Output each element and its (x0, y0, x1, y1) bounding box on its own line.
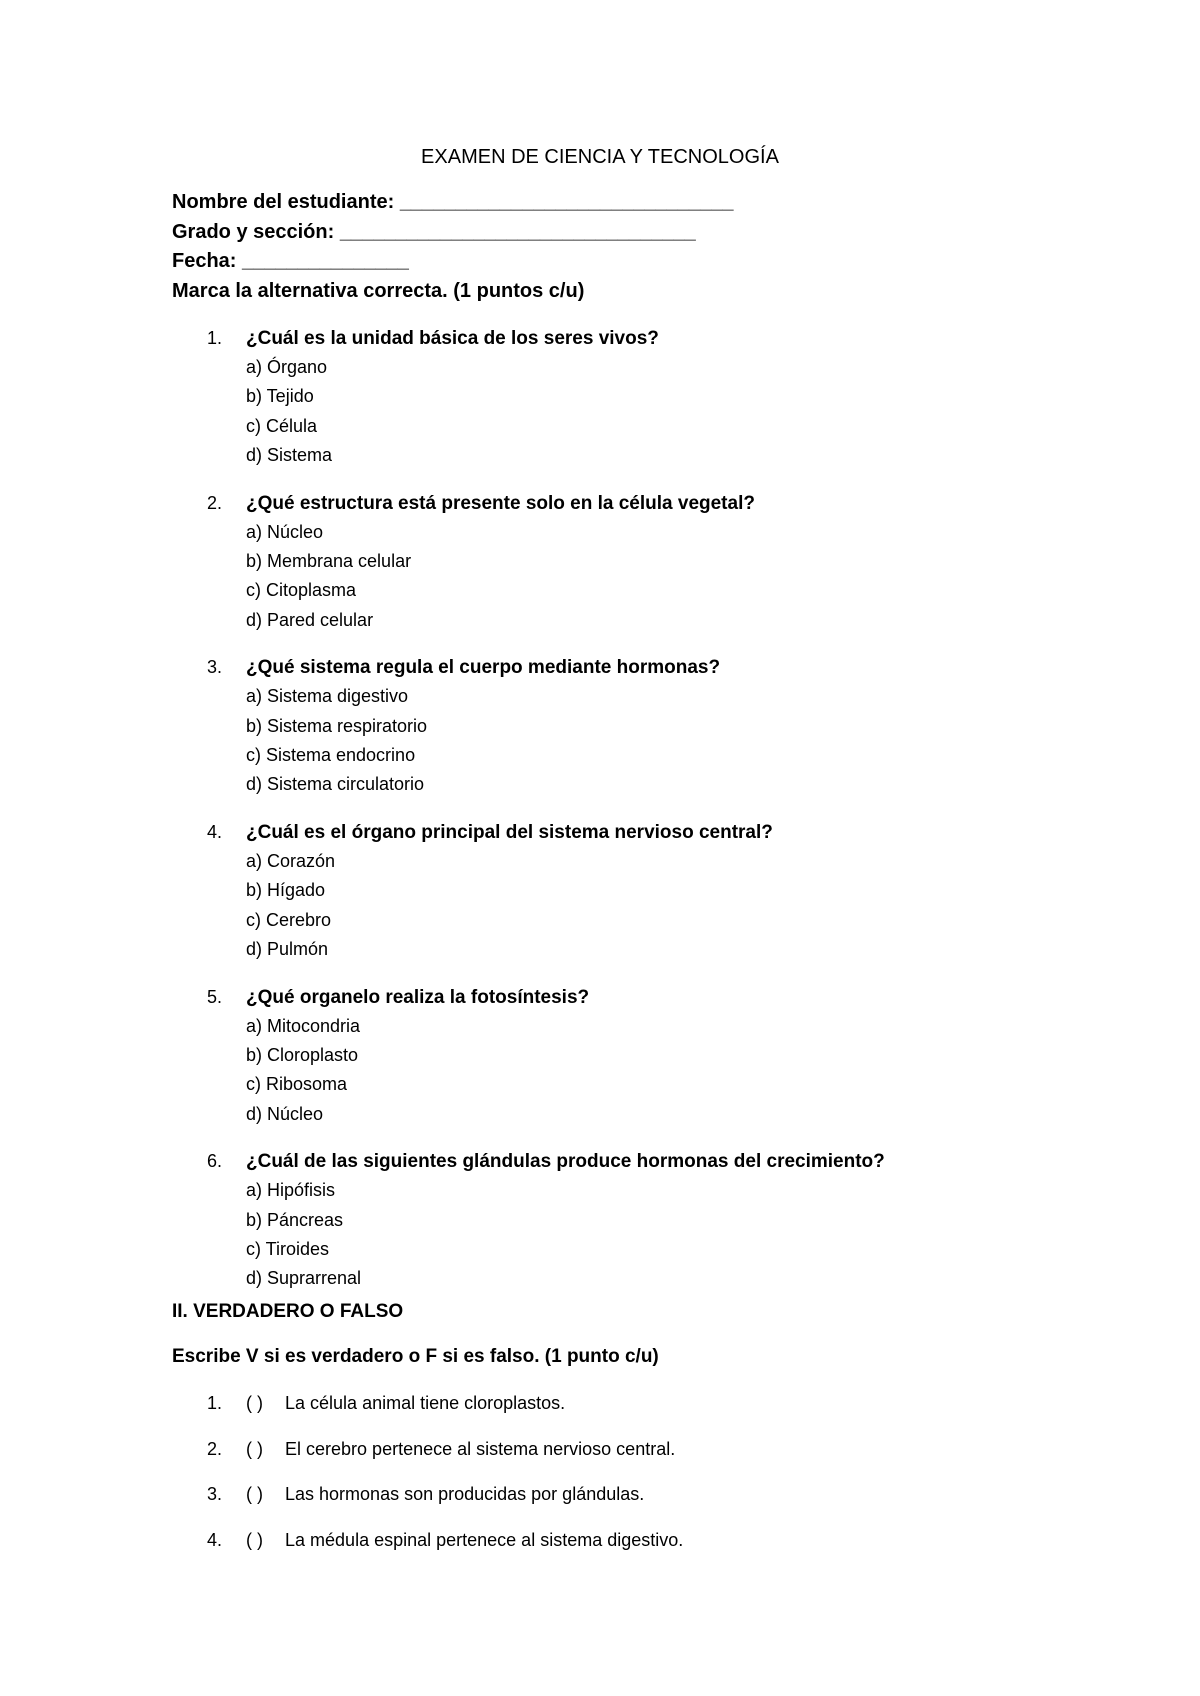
option-a: a) Mitocondria (246, 1015, 361, 1036)
exam-title: EXAMEN DE CIENCIA Y TECNOLOGÍA (421, 146, 779, 168)
section-true-false-instruction: Escribe V si es verdadero o F si es falso. (1 punto c/u) (172, 1346, 659, 1367)
grade-section-line: Grado y sección: ________________________________ (172, 220, 696, 243)
option-c: c) Tiroides (246, 1238, 330, 1259)
option-d: d) Pared celular (246, 609, 374, 630)
option-c: c) Sistema endocrino (246, 745, 416, 766)
statement-text: La médula espinal pertenece al sistema digestivo. (285, 1529, 684, 1550)
true-false-item (172, 1527, 1072, 1553)
question-label: ¿Qué estructura está presente solo en la célula vegetal? (246, 492, 755, 514)
statement-text: La célula animal tiene cloroplastos. (285, 1393, 566, 1413)
option-a: a) Corazón (246, 850, 336, 871)
item-number: 3. (207, 1484, 223, 1504)
option-b: b) Páncreas (246, 1209, 344, 1230)
question-item (172, 818, 1072, 965)
question-number: 4. (207, 821, 223, 842)
true-false-item (172, 1390, 1072, 1416)
option-a: a) Hipófisis (246, 1180, 336, 1201)
option-a: a) Sistema digestivo (246, 686, 409, 707)
question-item (172, 653, 1072, 800)
answer-blank: ( ) (246, 1393, 263, 1413)
option-b: b) Sistema respiratorio (246, 715, 428, 736)
option-b: b) Membrana celular (246, 551, 412, 572)
question-label: ¿Cuál de las siguientes glándulas produce hormonas del crecimiento? (246, 1151, 885, 1173)
option-b: b) Hígado (246, 880, 326, 901)
question-text (172, 1147, 1072, 1176)
question-item (172, 489, 1072, 636)
true-false-item (172, 1436, 1072, 1462)
option-b: b) Cloroplasto (246, 1044, 359, 1065)
answer-blank: ( ) (246, 1529, 263, 1550)
statement-text: Las hormonas son producidas por glándulas. (285, 1484, 645, 1504)
question-item (172, 1147, 1072, 1294)
option-d: d) Suprarrenal (246, 1268, 362, 1289)
item-number: 2. (207, 1438, 223, 1459)
instruction-line: Marca la alternativa correcta. (1 puntos c/u) (172, 279, 585, 302)
true-false-list (172, 1390, 1072, 1572)
statement-text: El cerebro pertenece al sistema nervioso central. (285, 1438, 676, 1459)
option-d: d) Núcleo (246, 1103, 324, 1124)
item-number: 1. (207, 1393, 223, 1413)
question-text (172, 489, 1072, 518)
option-c: c) Célula (246, 415, 318, 436)
question-text (172, 324, 1072, 353)
answer-blank: ( ) (246, 1438, 263, 1459)
question-label: ¿Qué sistema regula el cuerpo mediante hormonas? (246, 657, 721, 679)
section-true-false-title: II. VERDADERO O FALSO (172, 1301, 404, 1322)
question-label: ¿Cuál es la unidad básica de los seres vivos? (246, 328, 659, 349)
question-text (172, 818, 1072, 847)
answer-blank: ( ) (246, 1484, 263, 1504)
question-number: 1. (207, 328, 223, 348)
multiple-choice-list (172, 324, 1072, 1312)
question-label: ¿Cuál es el órgano principal del sistema nervioso central? (246, 821, 773, 843)
option-c: c) Citoplasma (246, 580, 357, 601)
question-number: 3. (207, 657, 223, 678)
option-a: a) Órgano (246, 357, 328, 377)
option-c: c) Cerebro (246, 909, 332, 930)
student-info-block (172, 188, 1072, 306)
question-label: ¿Qué organelo realiza la fotosíntesis? (246, 986, 590, 1008)
student-name-line: Nombre del estudiante: ______________________________ (172, 191, 734, 213)
true-false-item (172, 1481, 1072, 1507)
question-item (172, 983, 1072, 1130)
item-number: 4. (207, 1529, 223, 1550)
option-d: d) Sistema (246, 445, 333, 466)
option-a: a) Núcleo (246, 521, 324, 542)
question-number: 2. (207, 492, 223, 513)
question-number: 6. (207, 1151, 223, 1172)
question-text (172, 653, 1072, 682)
question-number: 5. (207, 986, 223, 1007)
question-item (172, 324, 1072, 471)
question-text (172, 983, 1072, 1012)
option-d: d) Sistema circulatorio (246, 774, 425, 795)
option-d: d) Pulmón (246, 939, 329, 960)
date-line: Fecha: _______________ (172, 250, 409, 272)
option-c: c) Ribosoma (246, 1074, 348, 1095)
option-b: b) Tejido (246, 386, 314, 407)
